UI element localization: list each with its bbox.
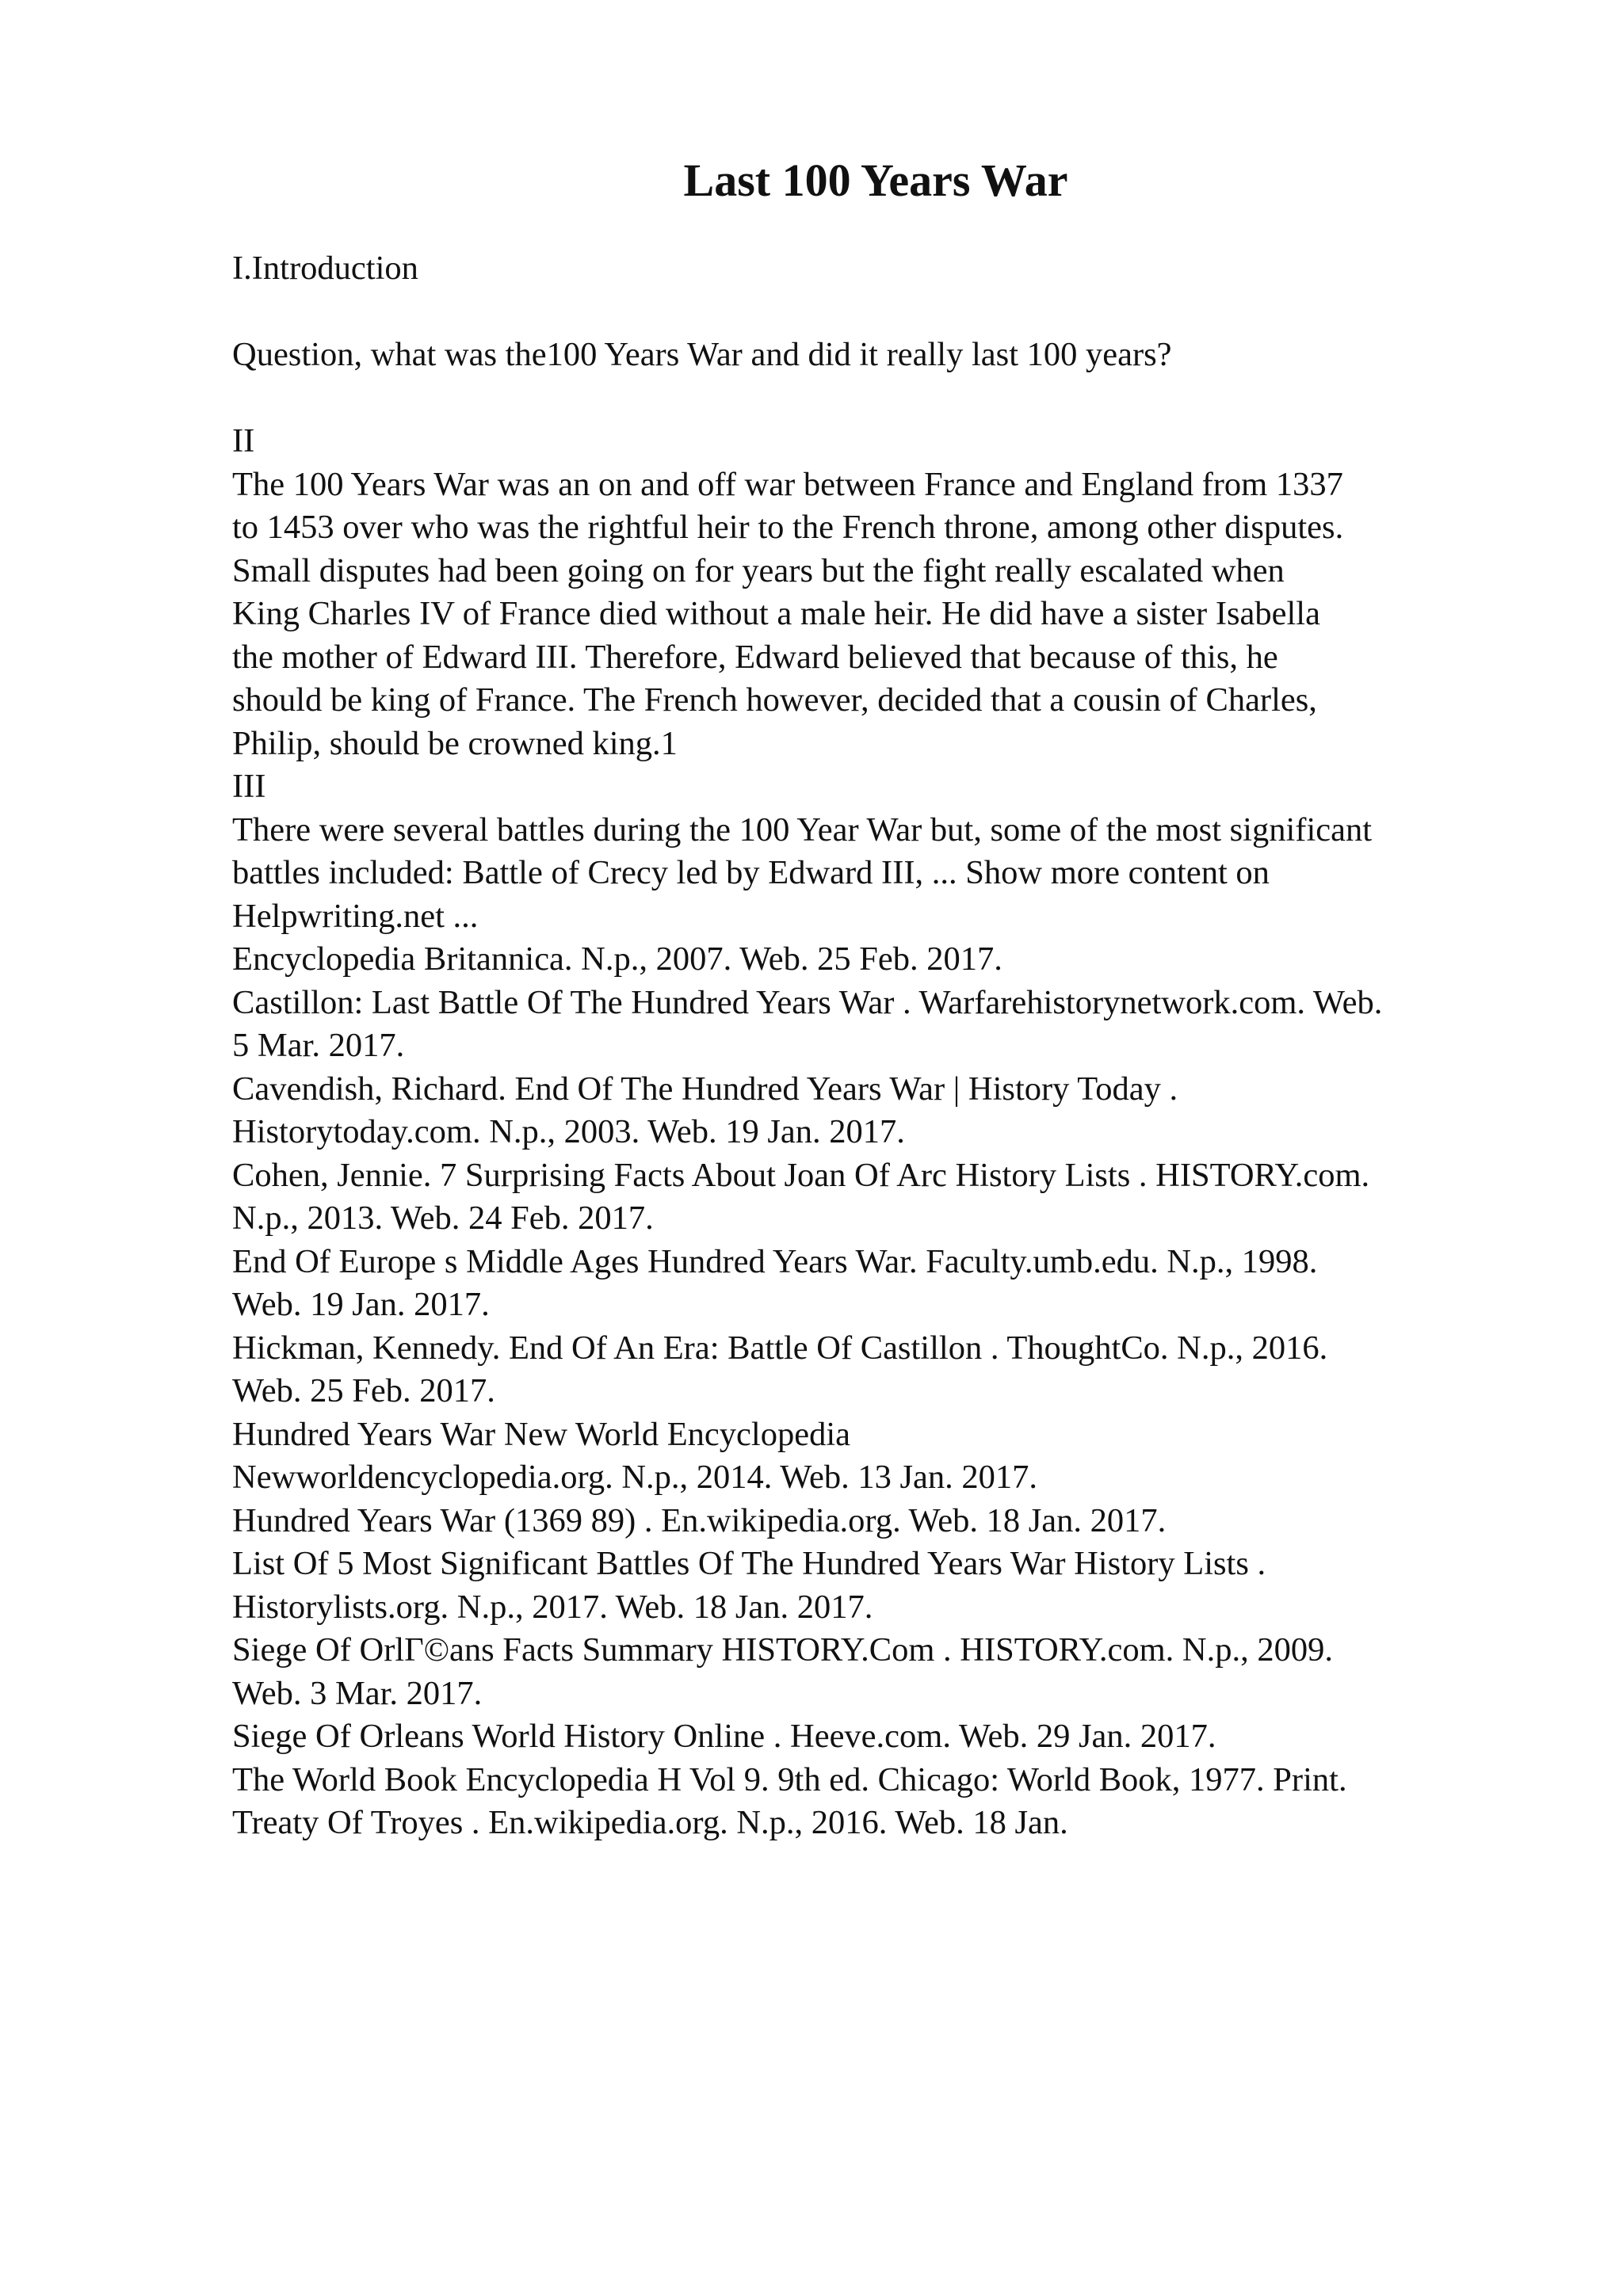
reference-line: Web. 3 Mar. 2017. xyxy=(232,1674,483,1712)
section-ii-line: to 1453 over who was the rightful heir to the French throne, among other disputes. xyxy=(232,509,1344,546)
section-ii-line: The 100 Years War was an on and off war between France and England from 1337 xyxy=(232,465,1343,503)
reference-line: Cavendish, Richard. End Of The Hundred Years War | History Today . xyxy=(232,1070,1178,1108)
reference-line: Historytoday.com. N.p., 2003. Web. 19 Jan. 2017. xyxy=(232,1113,905,1150)
paragraph-gap xyxy=(232,377,1595,421)
section-iii-body xyxy=(232,809,1595,939)
section-iii-line: battles included: Battle of Crecy led by Edward III, ... Show more content on xyxy=(232,854,1270,891)
section-ii-line: King Charles IV of France died without a male heir. He did have a sister Isabella xyxy=(232,595,1320,632)
question-line: Question, what was the100 Years War and did it really last 100 years? xyxy=(232,336,1172,373)
reference-line: Cohen, Jennie. 7 Surprising Facts About Joan Of Arc History Lists . HISTORY.com. xyxy=(232,1156,1370,1194)
reference-line: Hundred Years War New World Encyclopedia xyxy=(232,1415,851,1453)
reference-line: N.p., 2013. Web. 24 Feb. 2017. xyxy=(232,1199,654,1237)
reference-line: The World Book Encyclopedia H Vol 9. 9th ed. Chicago: World Book, 1977. Print. xyxy=(232,1760,1347,1798)
page-title: Last 100 Years War xyxy=(683,154,1068,206)
section-ii-line: the mother of Edward III. Therefore, Edward believed that because of this, he xyxy=(232,638,1278,676)
reference-line: 5 Mar. 2017. xyxy=(232,1027,405,1064)
intro-heading: I.Introduction xyxy=(232,250,418,287)
reference-line: Web. 19 Jan. 2017. xyxy=(232,1286,490,1323)
reference-line: Siege Of OrlГ©ans Facts Summary HISTORY.Com . HISTORY.com. N.p., 2009. xyxy=(232,1631,1333,1669)
reference-line: Encyclopedia Britannica. N.p., 2007. Web. 25 Feb. 2017. xyxy=(232,940,1002,978)
reference-line: Hickman, Kennedy. End Of An Era: Battle Of Castillon . ThoughtCo. N.p., 2016. xyxy=(232,1329,1328,1367)
section-ii-heading: II xyxy=(232,422,255,460)
reference-line: Castillon: Last Battle Of The Hundred Years War . Warfarehistorynetwork.com. Web. xyxy=(232,983,1383,1021)
reference-line: Historylists.org. N.p., 2017. Web. 18 Jan. 2017. xyxy=(232,1588,873,1626)
section-iii-line: There were several battles during the 100 Year War but, some of the most significant xyxy=(232,810,1373,849)
paragraph-gap xyxy=(232,291,1595,334)
reference-line: List Of 5 Most Significant Battles Of The Hundred Years War History Lists . xyxy=(232,1545,1266,1582)
references-list xyxy=(232,938,1595,1845)
section-iii-heading: III xyxy=(232,768,266,805)
reference-line: Hundred Years War (1369 89) . En.wikipedia.org. Web. 18 Jan. 2017. xyxy=(232,1501,1167,1539)
reference-line: Web. 25 Feb. 2017. xyxy=(232,1372,495,1409)
section-ii-line: Small disputes had been going on for years but the fight really escalated when xyxy=(232,551,1285,589)
section-ii-line: Philip, should be crowned king.1 xyxy=(232,724,678,762)
reference-line: Newworldencyclopedia.org. N.p., 2014. Web. 13 Jan. 2017. xyxy=(232,1459,1037,1496)
reference-line: Treaty Of Troyes . En.wikipedia.org. N.p., 2016. Web. 18 Jan. xyxy=(232,1804,1068,1841)
section-iii-line: Helpwriting.net ... xyxy=(232,897,479,935)
reference-line: End Of Europe s Middle Ages Hundred Years War. Faculty.umb.edu. N.p., 1998. xyxy=(232,1242,1318,1280)
reference-line: Siege Of Orleans World History Online . Heeve.com. Web. 29 Jan. 2017. xyxy=(232,1718,1216,1755)
document-body xyxy=(232,247,1595,1845)
section-ii-line: should be king of France. The French however, decided that a cousin of Charles, xyxy=(232,681,1317,719)
section-ii-body xyxy=(232,463,1595,766)
